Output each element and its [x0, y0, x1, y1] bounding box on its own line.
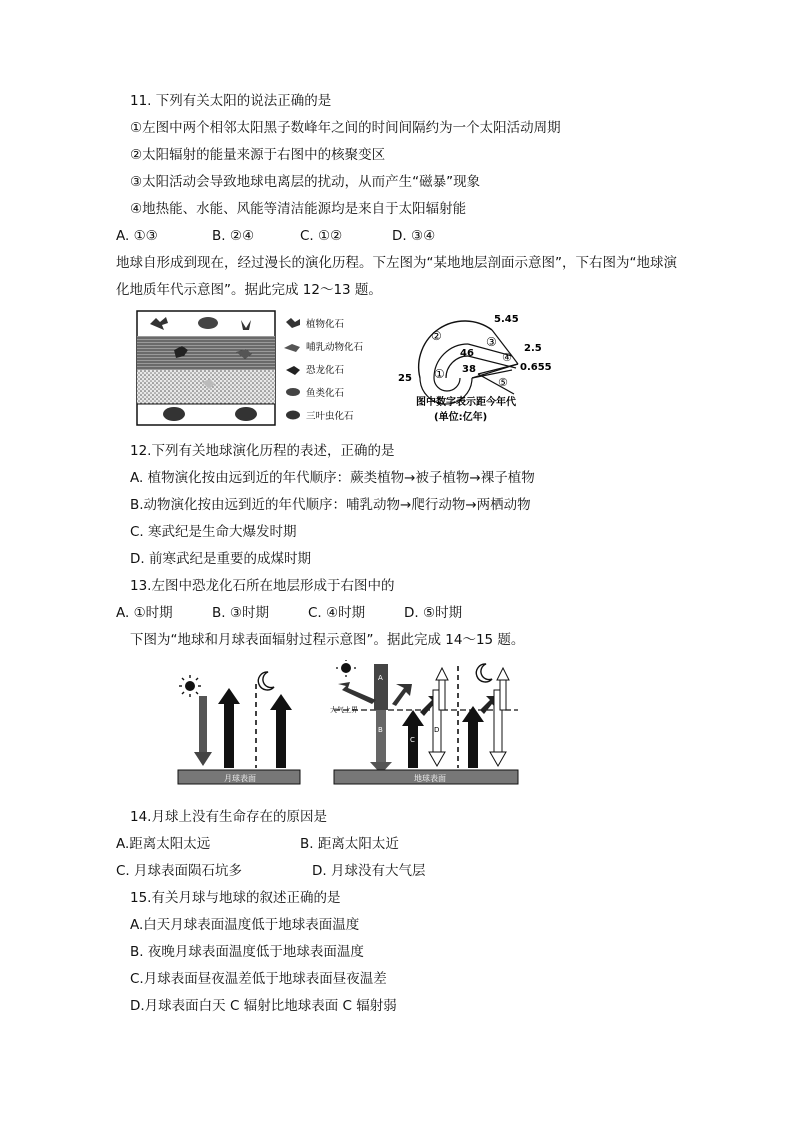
spiral-period-4: ④	[502, 351, 512, 364]
q13-option-a: A. ①时期	[116, 605, 173, 621]
moon-radiation-figure	[176, 662, 302, 790]
q12-option-a: A. 植物演化按由远到近的年代顺序：蕨类植物→被子植物→裸子植物	[130, 470, 535, 486]
q13-option-b: B. ③时期	[212, 605, 269, 621]
spiral-label-5-45: 5.45	[494, 314, 519, 325]
svg-text:C: C	[410, 736, 415, 744]
earth-radiation-figure	[330, 660, 520, 790]
q15-option-b: B. 夜晚月球表面温度低于地球表面温度	[130, 944, 364, 960]
night-surface-radiation-arrow	[462, 706, 484, 768]
spiral-caption-line2: (单位:亿年)	[434, 412, 488, 423]
legend-dinosaur-icon	[286, 366, 300, 375]
q11-option-c: C. ①②	[300, 228, 343, 244]
reflected-radiation-arrow-right	[392, 684, 412, 706]
spiral-period-1: ①	[434, 367, 445, 381]
q13-stem: 13.左图中恐龙化石所在地层形成于右图中的	[130, 578, 395, 594]
fish-fossil-icon	[198, 317, 218, 329]
q12-option-c: C. 寒武纪是生命大爆发时期	[130, 524, 297, 540]
spiral-period-5: ⑤	[498, 376, 508, 389]
spiral-period-2: ②	[431, 329, 442, 343]
strata-profile-figure	[136, 310, 376, 430]
legend-mammal: 哺乳动物化石	[306, 342, 364, 353]
trilobite-fossil-icon	[163, 407, 185, 421]
q12-option-d: D. 前寒武纪是重要的成煤时期	[130, 551, 311, 567]
q15-option-c: C.月球表面昼夜温差低于地球表面昼夜温差	[130, 971, 387, 987]
surface-radiation-arrow-day	[218, 688, 240, 768]
spiral-caption-line1: 图中数字表示距今年代	[416, 397, 516, 408]
reflected-radiation-arrow	[338, 682, 376, 704]
q14-option-d: D. 月球没有大气层	[312, 863, 426, 879]
svg-text:A: A	[378, 674, 383, 682]
legend-plant-icon	[286, 318, 300, 328]
atmosphere-top-label: 大气上界	[330, 706, 358, 714]
legend-dinosaur: 恐龙化石	[306, 365, 345, 376]
trilobite-fossil-icon	[235, 407, 257, 421]
legend-fish: 鱼类化石	[306, 388, 345, 399]
legend-trilobite: 三叶虫化石	[306, 411, 354, 422]
q14-option-a: A.距离太阳太远	[116, 836, 211, 852]
sun-icon	[336, 660, 356, 677]
legend-mammal-icon	[284, 344, 300, 352]
q11-option-a: A. ①③	[116, 228, 158, 244]
q12-option-b: B.动物演化按由远到近的年代顺序：哺乳动物→爬行动物→两栖动物	[130, 497, 531, 513]
intro-14-15: 下图为“地球和月球表面辐射过程示意图”。据此完成 14～15 题。	[130, 632, 525, 648]
q11-option-d: D. ③④	[392, 228, 436, 244]
legend-fish-icon	[286, 388, 300, 396]
moon-surface-label: 月球表面	[224, 774, 256, 783]
q11-option-b: B. ②④	[212, 228, 255, 244]
legend-plant: 植物化石	[306, 319, 345, 330]
surface-radiation-arrow-night	[270, 694, 292, 768]
q14-option-c: C. 月球表面陨石坑多	[116, 863, 243, 879]
spiral-period-3: ③	[486, 335, 497, 349]
sun-icon	[179, 675, 201, 697]
q15-option-a: A.白天月球表面温度低于地球表面温度	[130, 917, 360, 933]
spiral-label-46: 46	[460, 348, 474, 359]
svg-text:B: B	[378, 726, 383, 734]
q13-option-d: D. ⑤时期	[404, 605, 463, 621]
svg-text:D: D	[434, 726, 440, 734]
q11-item-1: ①左图中两个相邻太阳黑子数峰年之间的时间间隔约为一个太阳活动周期	[130, 120, 561, 136]
solar-radiation-arrow	[194, 696, 212, 766]
q15-option-d: D.月球表面白天 C 辐射比地球表面 C 辐射弱	[130, 998, 397, 1014]
intro-12-13-line1: 地球自形成到现在，经过漫长的演化历程。下左图为“某地地层剖面示意图”，下右图为“地球演	[116, 255, 677, 271]
intro-12-13-line2: 化地质年代示意图”。据此完成 12～13 题。	[116, 282, 382, 298]
q11-item-3: ③太阳活动会导致地球电离层的扰动，从而产生“磁暴”现象	[130, 174, 481, 190]
q15-stem: 15.有关月球与地球的叙述正确的是	[130, 890, 341, 906]
arrow-b-reaching-surface	[370, 710, 392, 774]
moon-icon	[258, 672, 274, 690]
q11-item-4: ④地热能、水能、风能等清洁能源均是来自于太阳辐射能	[130, 201, 467, 217]
spiral-label-0-655: 0.655	[520, 362, 552, 373]
q13-option-c: C. ④时期	[308, 605, 366, 621]
q14-stem: 14.月球上没有生命存在的原因是	[130, 809, 327, 825]
spiral-label-38: 38	[462, 364, 476, 375]
q14-option-b: B. 距离太阳太近	[300, 836, 399, 852]
arrow-a-solar-radiation	[374, 664, 388, 710]
moon-icon	[476, 664, 492, 682]
spiral-label-2-5: 2.5	[524, 343, 542, 354]
arrow-c-surface-radiation	[402, 710, 424, 768]
q11-item-2: ②太阳辐射的能量来源于右图中的核聚变区	[130, 147, 386, 163]
geologic-time-spiral	[394, 308, 574, 434]
legend-trilobite-icon	[286, 411, 300, 420]
q12-stem: 12.下列有关地球演化历程的表述，正确的是	[130, 443, 395, 459]
q11-stem: 11. 下列有关太阳的说法正确的是	[130, 93, 332, 109]
earth-surface-label: 地球表面	[414, 774, 446, 783]
spiral-label-25: 25	[398, 373, 412, 384]
